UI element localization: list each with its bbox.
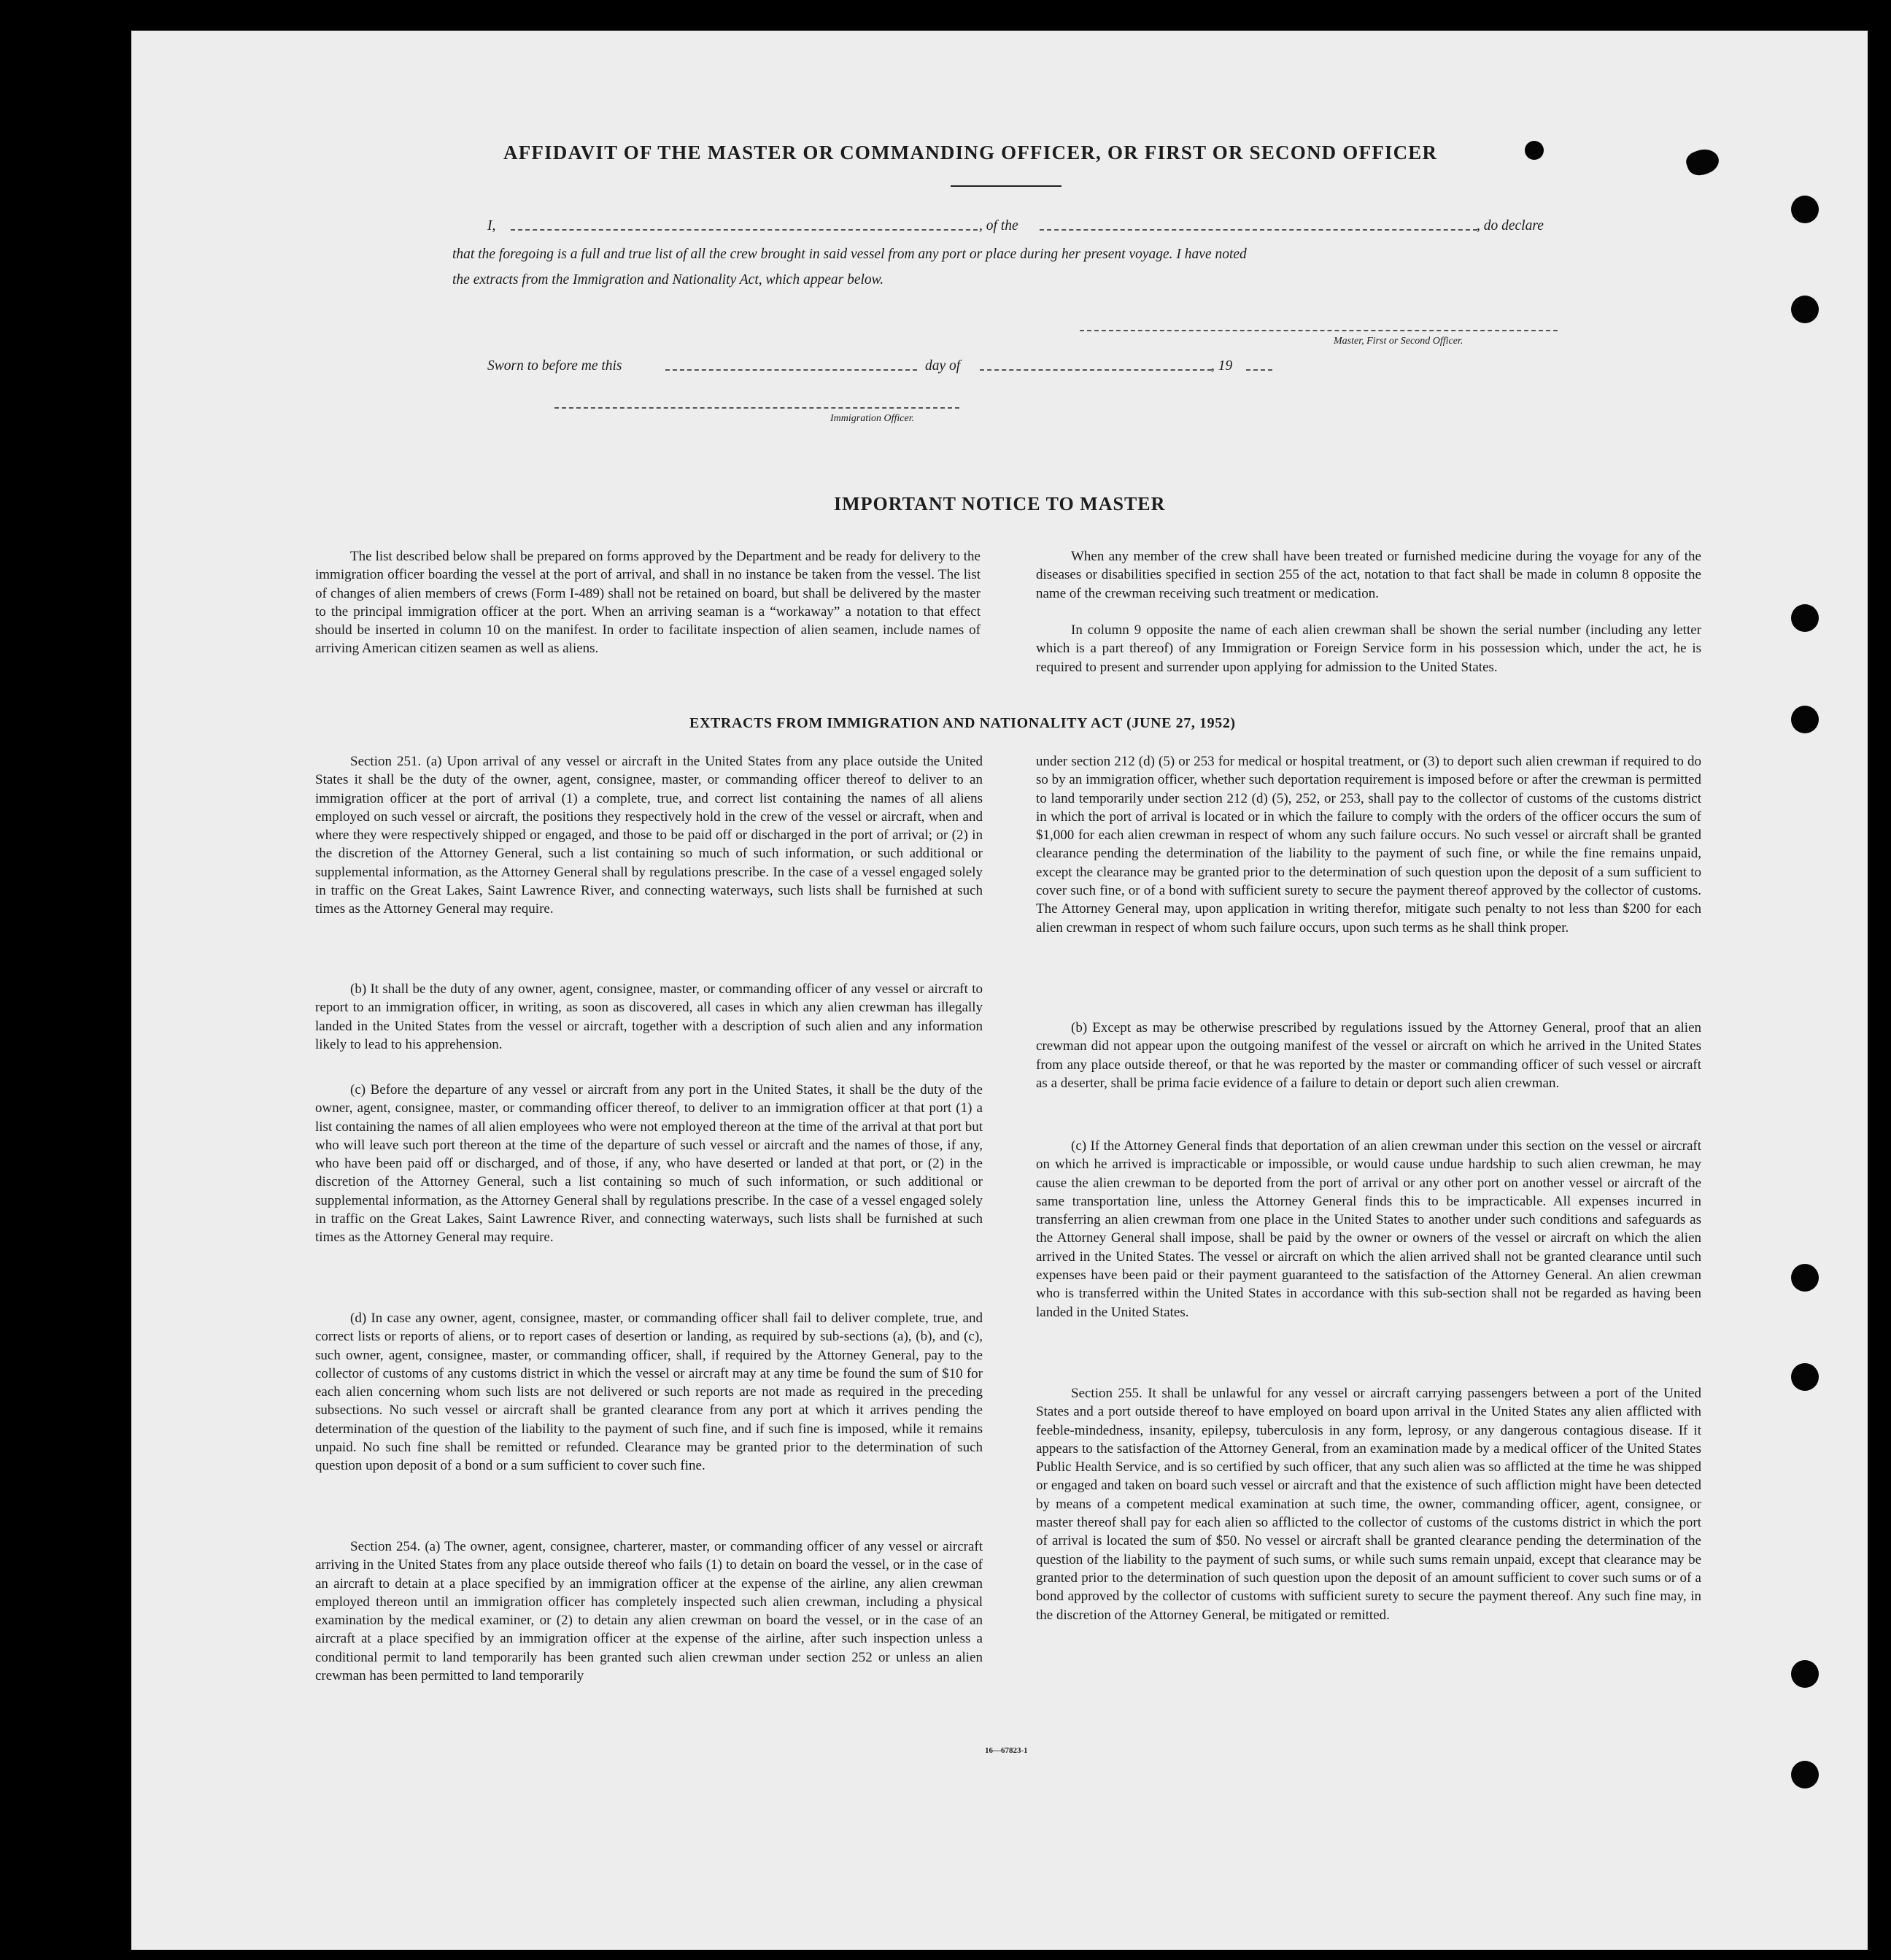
punch-hole xyxy=(1791,1761,1819,1789)
master-signature-line[interactable] xyxy=(1080,330,1558,331)
section-254-b: (b) Except as may be otherwise prescribed by regulations issued by the Attorney General, proof that an alien crewman did not appear upon the outgoing manifest of the vessel or aircraft on which he arrived in the United States from any place outside thereof, or that he was reported by the master or commanding officer of such vessel or aircraft as a deserter, shall be prima facie evidence of a failure to detain or deport such alien crewman. xyxy=(1036,1020,1701,1091)
notice-right-paragraph-1: When any member of the crew shall have been treated or furnished medicine during the voyage for any of the diseases or disabilities specified in section 255 of the act, notation to that fact shall be made in column 8 opposite the name of the crewman receiving such treatment or medication. xyxy=(1036,549,1701,601)
punch-hole xyxy=(1791,1660,1819,1688)
affidavit-title: AFFIDAVIT OF THE MASTER OR COMMANDING OFFICER, OR FIRST OR SECOND OFFICER xyxy=(503,142,1438,163)
section-251-c: (c) Before the departure of any vessel or aircraft from any port in the United States, it shall be the duty of the owner, agent, consignee, master, or commanding officer thereof, to deliver to an immigration officer at that port (1) a list containing the names of all alien employees who were not employed thereon at the time of the arrival at that port but who will leave such port thereon at the time of the departure of such vessel or aircraft and the names of those, if any, who have been paid off or discharged, and of those, if any, who have deserted or landed at that port, or (2) in the discretion of the Attorney General, such a list containing so much of such information, or such additional or supplemental information, as the Attorney General shall by regulations prescribe. In the case of a vessel engaged solely in traffic on the Great Lakes, Saint Lawrence River, and connecting waterways, such lists shall be furnished at such times as the Attorney General may require. xyxy=(315,1082,983,1246)
form-code: 16—67823-1 xyxy=(985,1746,1028,1755)
declaration-text-line1: that the foregoing is a full and true list of all the crew brought in said vessel from any port or place during her present voyage. I have noted xyxy=(452,247,1247,262)
section-251-d: (d) In case any owner, agent, consignee, master, or commanding officer shall fail to deliver complete, true, and correct lists or reports of aliens, or to report cases of desertion or landing, as required by sub-sections (a), (b), and (c), such owner, agent, consignee, master, or commanding officer, shall, if required by the Attorney General, pay to the collector of customs of any customs district in which the vessel or aircraft may at any time be found the sum of $10 for each alien concerning whom such lists are not delivered or such reports are not made as required in the preceding subsections. No such vessel or aircraft shall be granted clearance from any port at which it arrives pending the determination of the question of the liability to the payment of such fine, and if such fine is imposed, while it remains unpaid. No such fine shall be remitted or refunded. Clearance may be granted prior to the determination of such question upon deposit of a bond or a sum sufficient to cover such fine. xyxy=(315,1311,983,1474)
vessel-label: , of the xyxy=(979,218,1018,234)
punch-hole xyxy=(1791,196,1819,223)
sworn-label: Sworn to before me this xyxy=(487,358,622,374)
punch-hole xyxy=(1791,706,1819,733)
punch-hole xyxy=(1791,1264,1819,1292)
day-of-label: day of xyxy=(925,358,961,374)
section-254-a: Section 254. (a) The owner, agent, consignee, charterer, master, or commanding officer of any vessel or aircraft arriving in the United States from any place outside thereof who fails (1) to detain on board the vessel, or in the case of an aircraft to detain at a place specified by an immigration officer at the expense of the airline, any alien crewman employed thereon until an immigration officer has completely inspected such alien crewman, including a physical examination by the medical examiner, or (2) to detain any alien crewman on board the vessel, or in the case of an aircraft at a place specified by an immigration officer at the expense of the airline, after such inspection unless a conditional permit to land temporarily has been granted such alien crewman under section 252 or unless an alien crewman has been permitted to land temporarily xyxy=(315,1539,983,1684)
section-255: Section 255. It shall be unlawful for any vessel or aircraft carrying passengers between a port of the United States and a port outside thereof to have employed on board upon arrival in the United States any alien afflicted with feeble-mindedness, insanity, epilepsy, tuberculosis in any form, leprosy, or any dangerous contagious disease. If it appears to the satisfaction of the Attorney General, from an examination made by a medical officer of the United States Public Health Service, and is so certified by such officer, that any such alien was so afflicted at the time he was shipped or engaged and taken on board such vessel or aircraft and that the existence of such affliction might have been detected by means of a competent medical examination at such time, the owner, commanding officer, agent, consignee, or master thereof shall pay for each alien so afflicted to the collector of customs of the customs district in which the port of arrival is located the sum of $50. No vessel or aircraft shall be granted clearance pending the determination of the question of the liability to the payment of such sums, or while such sums remain unpaid, except that clearance may be granted prior to the determination of such question upon the deposit of an amount sufficient to cover such sums or of a bond approved by the collector of customs with sufficient surety to secure the payment thereof. Any such fine may, in the discretion of the Attorney General, be mitigated or remitted. xyxy=(1036,1386,1701,1623)
punch-hole xyxy=(1791,604,1819,632)
immigration-officer-caption: Immigration Officer. xyxy=(830,413,915,424)
declarant-label: I, xyxy=(487,218,496,234)
section-254-a-continued: under section 212 (d) (5) or 253 for medical or hospital treatment, or (3) to deport such alien crewman if required to do so by an immigration officer, whether such deportation requirement is imposed before or after the crewman is permitted to land temporarily under section 212 (d) (5), 252, or 253, shall pay to the collector of customs of the customs district in which the port of arrival is located or in which the failure to comply with the orders of the officer occurs the sum of $1,000 for each alien crewman in respect of whom any such failure occurs. No such vessel or aircraft shall be granted clearance pending the determination of the liability to the payment of such fine, or while the fine remains unpaid, except the clearance may be granted prior to the determination of such question upon the deposit of a sum sufficient to cover such fine, or of a bond with sufficient surety to secure the payment thereof approved by the collector of customs. The Attorney General may, upon application in writing therefor, mitigate such penalty to not less than $200 for each alien crewman in respect of whom such failure occurs, upon such terms as he shall think proper. xyxy=(1036,754,1701,935)
punch-hole xyxy=(1791,1363,1819,1391)
year-label: , 19 xyxy=(1211,358,1233,374)
declarant-name-line[interactable] xyxy=(511,229,978,231)
sworn-month-line[interactable] xyxy=(980,369,1212,371)
section-251-b: (b) It shall be the duty of any owner, agent, consignee, master, or commanding officer of any vessel or aircraft to report to an immigration officer, in writing, as soon as discovered, all cases in which any alien crewman has illegally landed in the United States from the vessel or aircraft, together with a description of such alien and any information likely to lead to his apprehension. xyxy=(315,981,983,1052)
declare-label: , do declare xyxy=(1477,218,1544,234)
declaration-text-line2: the extracts from the Immigration and Nationality Act, which appear below. xyxy=(452,272,884,288)
vessel-name-line[interactable] xyxy=(1040,229,1477,231)
section-254-c: (c) If the Attorney General finds that deportation of an alien crewman under this section on the vessel or aircraft on which he arrived is impracticable or impossible, or would cause undue hardship to such alien crewman, he may cause the alien crewman to be deported from the port of arrival or any other port on another vessel or aircraft of the same transportation line, unless the Attorney General finds this to be impracticable. All expenses incurred in transferring an alien crewman from one place in the United States to another under such conditions and safeguards as the Attorney General shall impose, shall be paid by the owner or owners of the vessel or aircraft on which the alien arrived in the United States. The vessel or aircraft on which the alien arrived shall not be granted clearance until such expenses have been paid or their payment guaranteed to the satisfaction of the Attorney General. An alien crewman who is transferred within the United States in accordance with this sub-section shall not be regarded as having been landed in the United States. xyxy=(1036,1138,1701,1320)
punch-hole xyxy=(1791,296,1819,323)
sworn-day-line[interactable] xyxy=(665,369,917,371)
notice-right-paragraph-2: In column 9 opposite the name of each alien crewman shall be shown the serial number (including any letter which is a part thereof) of any Immigration or Foreign Service form in his possession which, under the act, he is required to present and surrender upon applying for admission to the United States. xyxy=(1036,622,1701,675)
notice-left-paragraph: The list described below shall be prepared on forms approved by the Department and be ready for delivery to the immigration officer boarding the vessel at the port of arrival, and shall in no instance be taken from the vessel. The list of changes of alien members of crews (Form I-489) shall not be retained on board, but shall be delivered by the master to the principal immigration officer at the port. When an arriving seaman is a “workaway” a notation to that effect should be inserted in column 10 on the manifest. In order to facilitate inspection of alien seamen, include names of arriving American citizen seamen as well as aliens. xyxy=(315,549,981,657)
sworn-year-line[interactable] xyxy=(1246,369,1272,371)
title-divider xyxy=(951,185,1061,187)
master-signature-caption: Master, First or Second Officer. xyxy=(1334,336,1463,347)
immigration-officer-line[interactable] xyxy=(554,407,959,409)
extracts-heading: EXTRACTS FROM IMMIGRATION AND NATIONALITY ACT (JUNE 27, 1952) xyxy=(689,715,1236,731)
section-251-a: Section 251. (a) Upon arrival of any vessel or aircraft in the United States from any place outside the United States it shall be the duty of the owner, agent, consignee, master, or commanding officer thereof to deliver to an immigration officer at the port of arrival (1) a complete, true, and correct list containing the names of all aliens employed on such vessel or aircraft, the positions they respectively hold in the crew of the vessel or aircraft, when and where they were respectively shipped or engaged, and those to be paid off or discharged in the port of arrival; or (2) in the discretion of the Attorney General, such a list containing so much of such information, or such additional or supplemental information, as the Attorney General shall by regulations prescribe. In the case of a vessel engaged solely in traffic on the Great Lakes, Saint Lawrence River, and connecting waterways, such lists shall be furnished at such times as the Attorney General may require. xyxy=(315,754,983,917)
ink-blot xyxy=(1525,141,1544,160)
notice-heading: IMPORTANT NOTICE TO MASTER xyxy=(834,493,1166,514)
